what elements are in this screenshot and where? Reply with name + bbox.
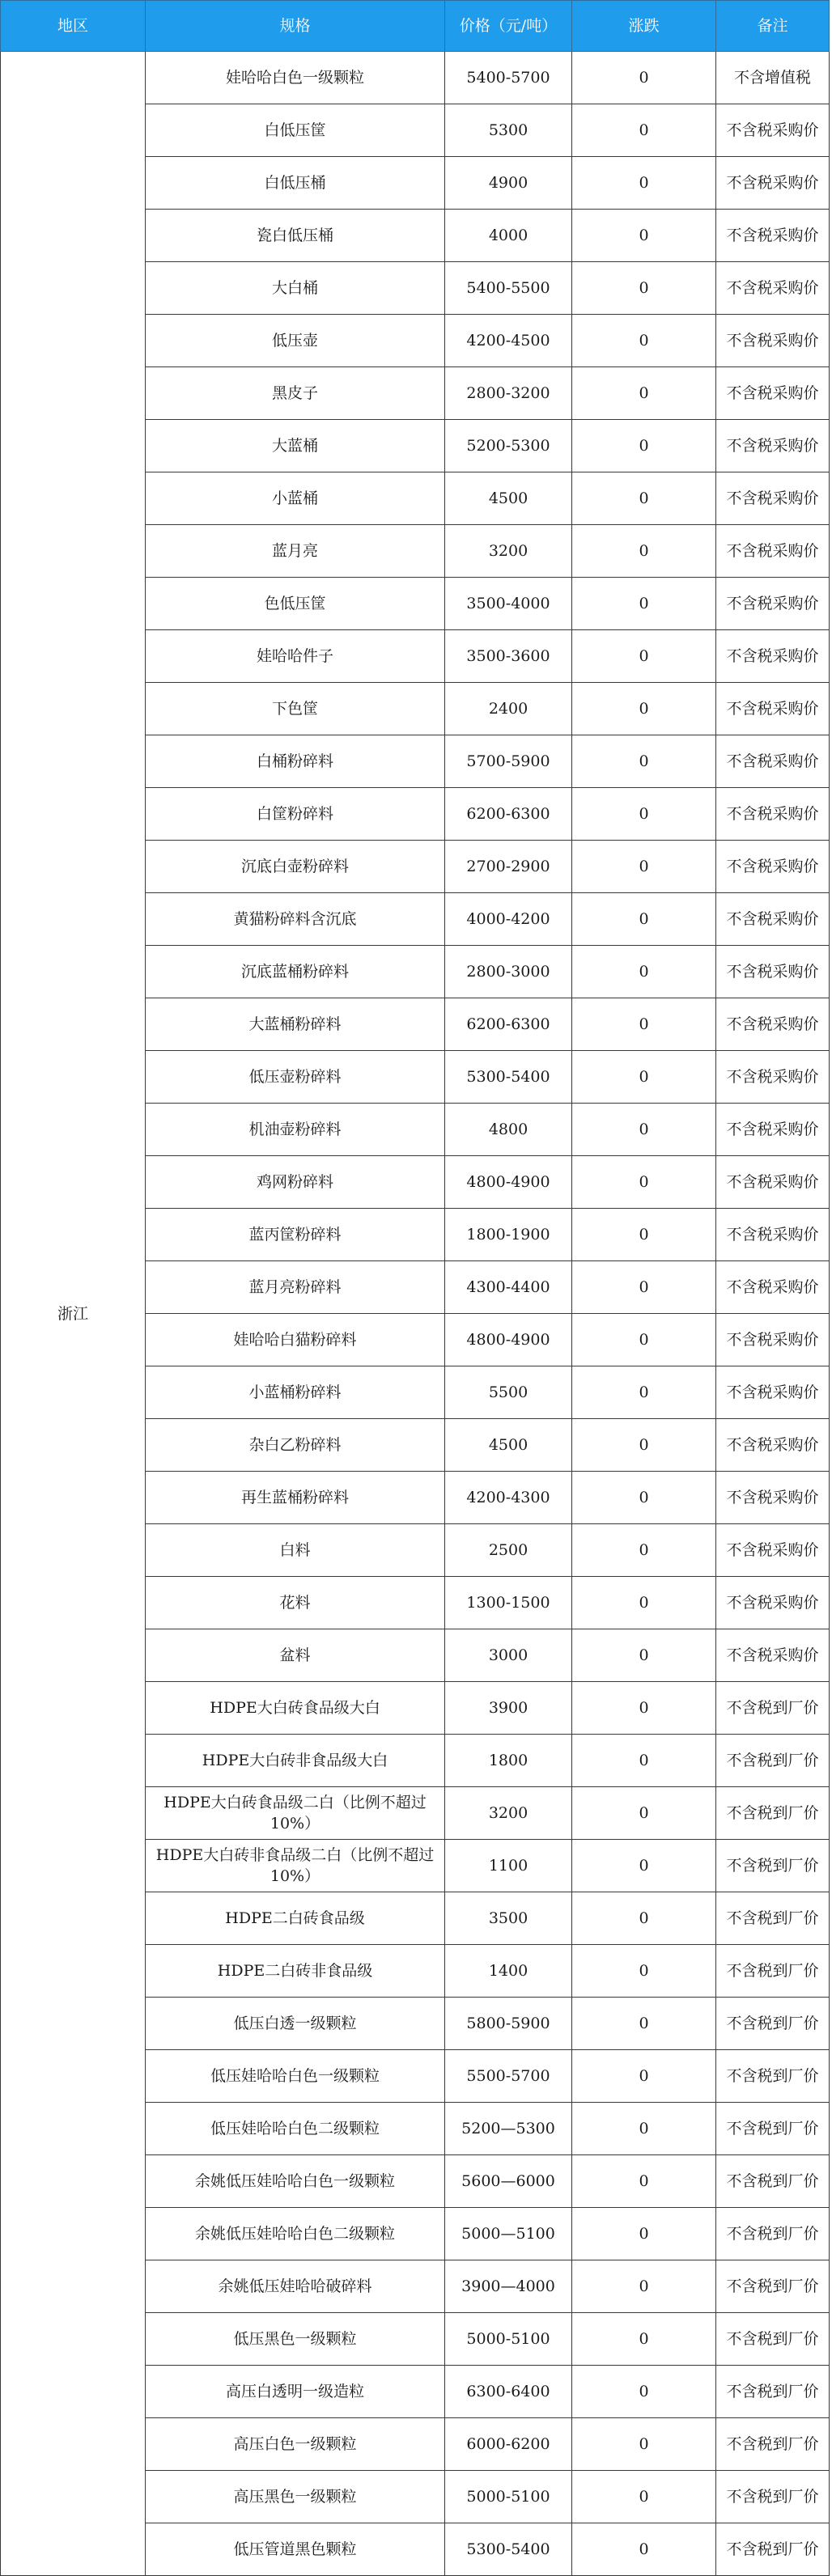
change-cell: 0 <box>572 2103 716 2155</box>
spec-cell: 白筐粉碎料 <box>146 788 445 841</box>
spec-cell: HDPE二白砖非食品级 <box>146 1945 445 1998</box>
header-row <box>1 1 830 52</box>
spec-cell: 低压白透一级颗粒 <box>146 1998 445 2050</box>
note-cell: 不含税到厂价 <box>716 2155 830 2208</box>
change-cell: 0 <box>572 1209 716 1261</box>
note-cell: 不含税采购价 <box>716 210 830 262</box>
note-cell: 不含税采购价 <box>716 315 830 367</box>
note-cell: 不含税到厂价 <box>716 2471 830 2523</box>
spec-cell: 再生蓝桶粉碎料 <box>146 1472 445 1524</box>
spec-cell: 色低压筐 <box>146 578 445 630</box>
price-cell: 4800-4900 <box>445 1156 572 1209</box>
change-cell: 0 <box>572 2260 716 2313</box>
spec-cell: 低压黑色一级颗粒 <box>146 2313 445 2366</box>
change-cell: 0 <box>572 2050 716 2103</box>
change-cell: 0 <box>572 1524 716 1577</box>
spec-cell: 娃哈哈白猫粉碎料 <box>146 1314 445 1366</box>
price-cell: 5500-5700 <box>445 2050 572 2103</box>
price-cell: 4300-4400 <box>445 1261 572 1314</box>
spec-cell: 低压壶粉碎料 <box>146 1051 445 1104</box>
spec-cell: 蓝丙筐粉碎料 <box>146 1209 445 1261</box>
spec-cell: 余姚低压娃哈哈破碎料 <box>146 2260 445 2313</box>
change-cell: 0 <box>572 420 716 472</box>
note-cell: 不含税采购价 <box>716 841 830 893</box>
price-cell: 6300-6400 <box>445 2366 572 2418</box>
price-cell: 4900 <box>445 157 572 210</box>
spec-cell: 鸡网粉碎料 <box>146 1156 445 1209</box>
note-cell: 不含税到厂价 <box>716 1682 830 1735</box>
price-cell: 5000-5100 <box>445 2313 572 2366</box>
price-cell: 6200-6300 <box>445 998 572 1051</box>
change-cell: 0 <box>572 1419 716 1472</box>
price-cell: 5200-5300 <box>445 420 572 472</box>
spec-cell: 机油壶粉碎料 <box>146 1104 445 1156</box>
price-cell: 2500 <box>445 1524 572 1577</box>
spec-cell: HDPE大白砖非食品级二白（比例不超过10%） <box>146 1840 445 1892</box>
change-cell: 0 <box>572 2313 716 2366</box>
note-cell: 不含税采购价 <box>716 998 830 1051</box>
header-price: 价格（元/吨） <box>445 1 572 52</box>
change-cell: 0 <box>572 630 716 683</box>
change-cell: 0 <box>572 367 716 420</box>
note-cell: 不含税到厂价 <box>716 2103 830 2155</box>
change-cell: 0 <box>572 1051 716 1104</box>
note-cell: 不含税采购价 <box>716 1261 830 1314</box>
price-cell: 4500 <box>445 472 572 525</box>
spec-cell: 蓝月亮粉碎料 <box>146 1261 445 1314</box>
spec-cell: 低压娃哈哈白色二级颗粒 <box>146 2103 445 2155</box>
note-cell: 不含税采购价 <box>716 262 830 315</box>
region-cell: 浙江 <box>1 52 146 2576</box>
header-region: 地区 <box>1 1 146 52</box>
note-cell: 不含税采购价 <box>716 1629 830 1682</box>
note-cell: 不含税到厂价 <box>716 2260 830 2313</box>
spec-cell: 余姚低压娃哈哈白色一级颗粒 <box>146 2155 445 2208</box>
price-cell: 5000-5100 <box>445 2471 572 2523</box>
change-cell: 0 <box>572 1156 716 1209</box>
change-cell: 0 <box>572 1104 716 1156</box>
spec-cell: 大蓝桶 <box>146 420 445 472</box>
header-change: 涨跌 <box>572 1 716 52</box>
price-cell: 4800-4900 <box>445 1314 572 1366</box>
spec-cell: HDPE大白砖非食品级大白 <box>146 1735 445 1787</box>
price-cell: 4500 <box>445 1419 572 1472</box>
spec-cell: 瓷白低压桶 <box>146 210 445 262</box>
change-cell: 0 <box>572 788 716 841</box>
note-cell: 不含税到厂价 <box>716 2208 830 2260</box>
price-cell: 4000 <box>445 210 572 262</box>
note-cell: 不含税采购价 <box>716 893 830 946</box>
note-cell: 不含税到厂价 <box>716 1735 830 1787</box>
header-note: 备注 <box>716 1 830 52</box>
spec-cell: 白低压筐 <box>146 104 445 157</box>
change-cell: 0 <box>572 998 716 1051</box>
note-cell: 不含税采购价 <box>716 1104 830 1156</box>
change-cell: 0 <box>572 841 716 893</box>
price-cell: 2800-3000 <box>445 946 572 998</box>
price-cell: 4000-4200 <box>445 893 572 946</box>
change-cell: 0 <box>572 893 716 946</box>
price-cell: 4800 <box>445 1104 572 1156</box>
note-cell: 不含税采购价 <box>716 735 830 788</box>
note-cell: 不含税采购价 <box>716 1472 830 1524</box>
change-cell: 0 <box>572 2366 716 2418</box>
price-cell: 2400 <box>445 683 572 735</box>
price-cell: 5400-5500 <box>445 262 572 315</box>
price-cell: 6000-6200 <box>445 2418 572 2471</box>
change-cell: 0 <box>572 2523 716 2576</box>
note-cell: 不含税采购价 <box>716 1156 830 1209</box>
price-cell: 1300-1500 <box>445 1577 572 1629</box>
spec-cell: HDPE大白砖食品级二白（比例不超过10%） <box>146 1787 445 1840</box>
price-cell: 3500-3600 <box>445 630 572 683</box>
spec-cell: 小蓝桶 <box>146 472 445 525</box>
spec-cell: 蓝月亮 <box>146 525 445 578</box>
header-spec: 规格 <box>146 1 445 52</box>
note-cell: 不含增值税 <box>716 52 830 104</box>
price-cell: 1800 <box>445 1735 572 1787</box>
change-cell: 0 <box>572 2418 716 2471</box>
price-cell: 3200 <box>445 525 572 578</box>
spec-cell: 高压白透明一级造粒 <box>146 2366 445 2418</box>
spec-cell: 沉底蓝桶粉碎料 <box>146 946 445 998</box>
price-cell: 5300 <box>445 104 572 157</box>
note-cell: 不含税采购价 <box>716 1051 830 1104</box>
price-cell: 2700-2900 <box>445 841 572 893</box>
note-cell: 不含税采购价 <box>716 578 830 630</box>
change-cell: 0 <box>572 472 716 525</box>
note-cell: 不含税采购价 <box>716 104 830 157</box>
note-cell: 不含税采购价 <box>716 525 830 578</box>
note-cell: 不含税到厂价 <box>716 2366 830 2418</box>
change-cell: 0 <box>572 1787 716 1840</box>
price-cell: 3900—4000 <box>445 2260 572 2313</box>
spec-cell: 小蓝桶粉碎料 <box>146 1366 445 1419</box>
change-cell: 0 <box>572 262 716 315</box>
spec-cell: 低压管道黑色颗粒 <box>146 2523 445 2576</box>
note-cell: 不含税到厂价 <box>716 2418 830 2471</box>
change-cell: 0 <box>572 1261 716 1314</box>
table-body <box>1 52 830 2576</box>
price-cell: 5800-5900 <box>445 1998 572 2050</box>
change-cell: 0 <box>572 1629 716 1682</box>
price-cell: 5000—5100 <box>445 2208 572 2260</box>
spec-cell: 余姚低压娃哈哈白色二级颗粒 <box>146 2208 445 2260</box>
spec-cell: 黄猫粉碎料含沉底 <box>146 893 445 946</box>
price-cell: 5300-5400 <box>445 2523 572 2576</box>
change-cell: 0 <box>572 315 716 367</box>
price-cell: 3500-4000 <box>445 578 572 630</box>
note-cell: 不含税采购价 <box>716 1577 830 1629</box>
table-row <box>1 52 830 104</box>
spec-cell: 大白桶 <box>146 262 445 315</box>
spec-cell: 下色筐 <box>146 683 445 735</box>
spec-cell: 娃哈哈件子 <box>146 630 445 683</box>
change-cell: 0 <box>572 1366 716 1419</box>
spec-cell: 白料 <box>146 1524 445 1577</box>
note-cell: 不含税采购价 <box>716 1314 830 1366</box>
spec-cell: 低压壶 <box>146 315 445 367</box>
price-cell: 5700-5900 <box>445 735 572 788</box>
price-cell: 2800-3200 <box>445 367 572 420</box>
note-cell: 不含税采购价 <box>716 630 830 683</box>
note-cell: 不含税采购价 <box>716 1366 830 1419</box>
price-cell: 5500 <box>445 1366 572 1419</box>
note-cell: 不含税到厂价 <box>716 1945 830 1998</box>
change-cell: 0 <box>572 1472 716 1524</box>
note-cell: 不含税采购价 <box>716 788 830 841</box>
note-cell: 不含税到厂价 <box>716 2313 830 2366</box>
note-cell: 不含税采购价 <box>716 420 830 472</box>
change-cell: 0 <box>572 2208 716 2260</box>
change-cell: 0 <box>572 1945 716 1998</box>
change-cell: 0 <box>572 1577 716 1629</box>
change-cell: 0 <box>572 1998 716 2050</box>
price-cell: 5200—5300 <box>445 2103 572 2155</box>
change-cell: 0 <box>572 210 716 262</box>
change-cell: 0 <box>572 578 716 630</box>
price-cell: 1100 <box>445 1840 572 1892</box>
note-cell: 不含税到厂价 <box>716 2050 830 2103</box>
note-cell: 不含税采购价 <box>716 683 830 735</box>
spec-cell: 高压白色一级颗粒 <box>146 2418 445 2471</box>
price-cell: 4200-4500 <box>445 315 572 367</box>
spec-cell: HDPE大白砖食品级大白 <box>146 1682 445 1735</box>
spec-cell: 沉底白壶粉碎料 <box>146 841 445 893</box>
price-cell: 3900 <box>445 1682 572 1735</box>
price-cell: 3200 <box>445 1787 572 1840</box>
spec-cell: 高压黑色一级颗粒 <box>146 2471 445 2523</box>
price-cell: 1400 <box>445 1945 572 1998</box>
price-cell: 5400-5700 <box>445 52 572 104</box>
note-cell: 不含税采购价 <box>716 472 830 525</box>
note-cell: 不含税到厂价 <box>716 1787 830 1840</box>
change-cell: 0 <box>572 2155 716 2208</box>
price-cell: 3500 <box>445 1892 572 1945</box>
note-cell: 不含税到厂价 <box>716 1892 830 1945</box>
spec-cell: 盆料 <box>146 1629 445 1682</box>
change-cell: 0 <box>572 1892 716 1945</box>
price-cell: 5300-5400 <box>445 1051 572 1104</box>
change-cell: 0 <box>572 104 716 157</box>
spec-cell: 大蓝桶粉碎料 <box>146 998 445 1051</box>
change-cell: 0 <box>572 525 716 578</box>
note-cell: 不含税采购价 <box>716 1524 830 1577</box>
spec-cell: 黑皮子 <box>146 367 445 420</box>
change-cell: 0 <box>572 1682 716 1735</box>
spec-cell: 娃哈哈白色一级颗粒 <box>146 52 445 104</box>
note-cell: 不含税采购价 <box>716 946 830 998</box>
spec-cell: 杂白乙粉碎料 <box>146 1419 445 1472</box>
note-cell: 不含税到厂价 <box>716 1840 830 1892</box>
note-cell: 不含税采购价 <box>716 1419 830 1472</box>
spec-cell: HDPE二白砖食品级 <box>146 1892 445 1945</box>
price-cell: 4200-4300 <box>445 1472 572 1524</box>
spec-cell: 白低压桶 <box>146 157 445 210</box>
table-header <box>1 1 830 52</box>
note-cell: 不含税到厂价 <box>716 1998 830 2050</box>
note-cell: 不含税采购价 <box>716 367 830 420</box>
change-cell: 0 <box>572 683 716 735</box>
price-cell: 5600—6000 <box>445 2155 572 2208</box>
spec-cell: 低压娃哈哈白色一级颗粒 <box>146 2050 445 2103</box>
spec-cell: 花料 <box>146 1577 445 1629</box>
change-cell: 0 <box>572 2471 716 2523</box>
note-cell: 不含税采购价 <box>716 1209 830 1261</box>
price-cell: 6200-6300 <box>445 788 572 841</box>
change-cell: 0 <box>572 1840 716 1892</box>
change-cell: 0 <box>572 52 716 104</box>
change-cell: 0 <box>572 157 716 210</box>
price-cell: 1800-1900 <box>445 1209 572 1261</box>
change-cell: 0 <box>572 735 716 788</box>
note-cell: 不含税采购价 <box>716 157 830 210</box>
change-cell: 0 <box>572 1314 716 1366</box>
change-cell: 0 <box>572 1735 716 1787</box>
price-cell: 3000 <box>445 1629 572 1682</box>
spec-cell: 白桶粉碎料 <box>146 735 445 788</box>
change-cell: 0 <box>572 946 716 998</box>
note-cell: 不含税到厂价 <box>716 2523 830 2576</box>
